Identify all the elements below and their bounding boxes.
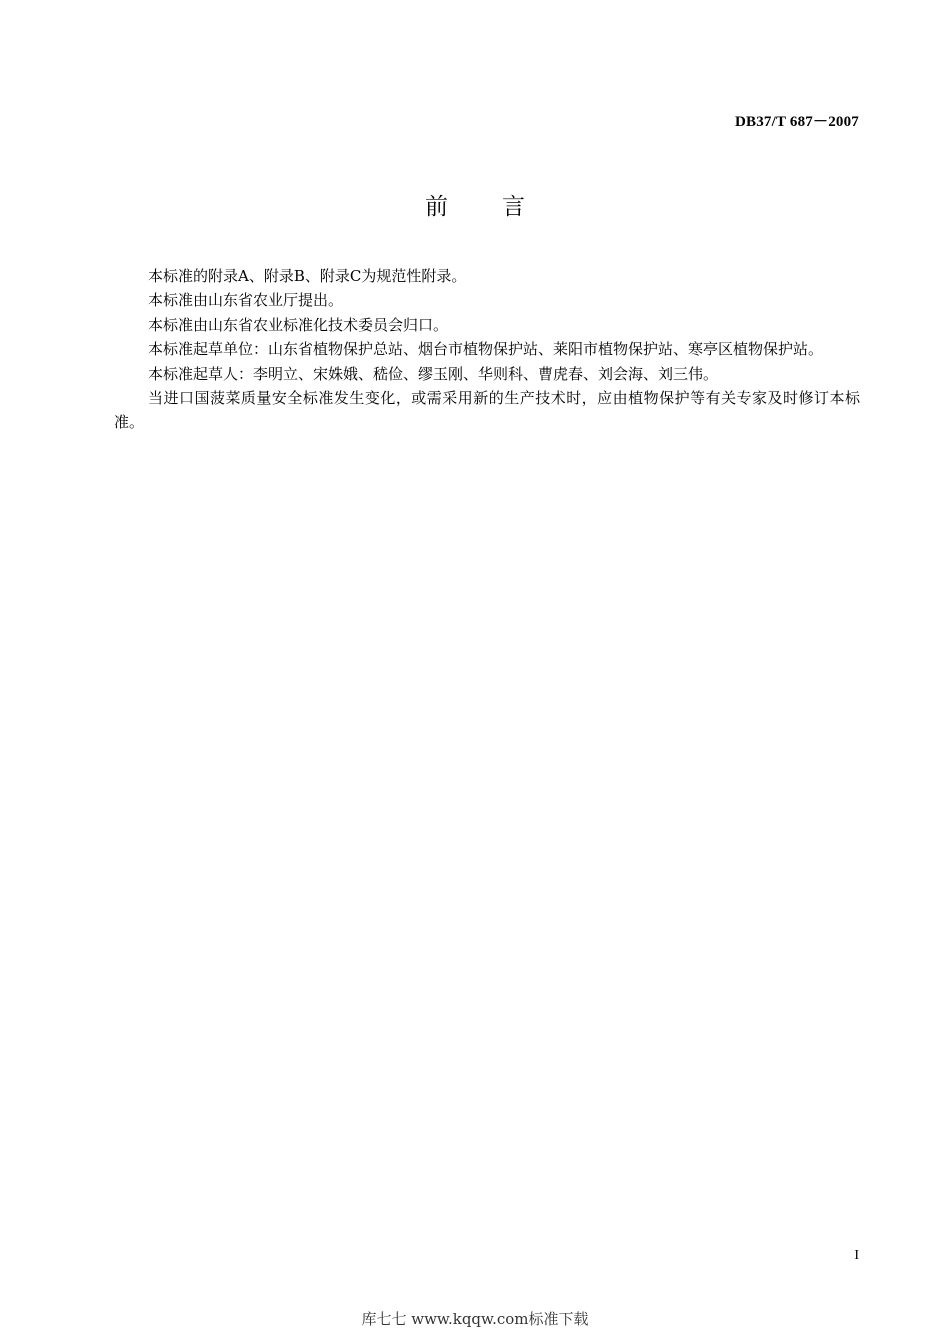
- paragraph-committee: 本标准由山东省农业标准化技术委员会归口。: [148, 315, 449, 334]
- document-body: [114, 264, 860, 435]
- page-number: I: [854, 1248, 859, 1263]
- paragraph-proposer: 本标准由山东省农业厅提出。: [148, 291, 344, 310]
- paragraph-appendix: 本标准的附录A、附录B、附录C为规范性附录。: [148, 267, 467, 285]
- standard-code: DB37/T 687－2007: [735, 114, 859, 130]
- paragraph-drafting-units: 本标准起草单位：山东省植物保护总站、烟台市植物保护站、莱阳市植物保护站、寒亭区植物保护站。: [148, 340, 824, 359]
- page-title: 前言: [425, 194, 579, 220]
- paragraph-revision: 当进口国菠菜质量安全标准发生变化，或需采用新的生产技术时，应由植物保护等有关专家及时修订本标准。: [114, 389, 860, 432]
- footer-watermark: 库七七 www.kqqw.com标准下载: [361, 1310, 589, 1328]
- paragraph-drafters: 本标准起草人：李明立、宋姝娥、嵇俭、缪玉刚、华则科、曹虎春、刘会海、刘三伟。: [148, 364, 719, 383]
